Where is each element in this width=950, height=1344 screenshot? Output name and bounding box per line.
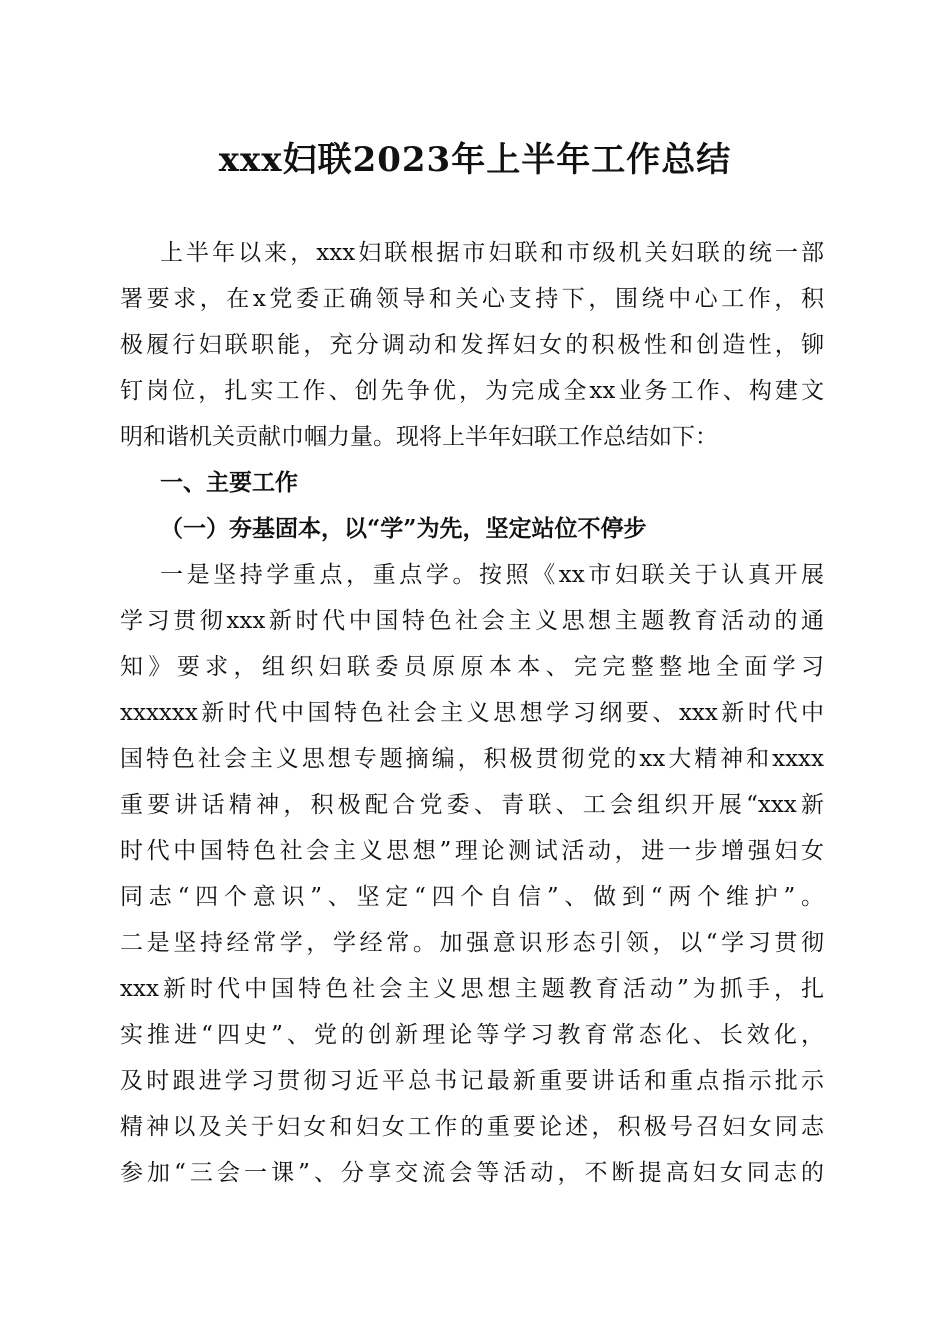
body-line: 学习贯彻xxx新时代中国特色社会主义思想主题教育活动的通	[120, 608, 824, 634]
body-line: 同志“四个意识”、坚定“四个自信”、做到“两个维护”。	[120, 884, 824, 910]
intro-line: 明和谐机关贡献巾帼力量。现将上半年妇联工作总结如下：	[120, 424, 718, 450]
body-line: 知》要求，组织妇联委员原原本本、完完整整地全面学习	[120, 654, 824, 680]
intro-line: 上半年以来，xxx妇联根据市妇联和市级机关妇联的统一部	[160, 240, 824, 266]
subsection-heading: （一）夯基固本，以“学”为先，坚定站位不停步	[160, 515, 647, 542]
body-line: 一是坚持学重点，重点学。按照《xx市妇联关于认真开展	[160, 562, 824, 588]
body-line: xxx新时代中国特色社会主义思想主题教育活动”为抓手，扎	[120, 976, 824, 1002]
body-line: 时代中国特色社会主义思想”理论测试活动，进一步增强妇女	[120, 838, 824, 864]
body-line: 实推进“四史”、党的创新理论等学习教育常态化、长效化，	[120, 1022, 824, 1048]
body-line: 二是坚持经常学，学经常。加强意识形态引领，以“学习贯彻	[120, 930, 824, 956]
document-body	[120, 230, 824, 1196]
intro-line: 钉岗位，扎实工作、创先争优，为完成全xx业务工作、构建文	[120, 378, 824, 404]
section-heading: 一、主要工作	[160, 470, 298, 496]
body-line: 国特色社会主义思想专题摘编，积极贯彻党的xx大精神和xxxx	[120, 746, 824, 772]
body-line: xxxxxx新时代中国特色社会主义思想学习纲要、xxx新时代中	[120, 700, 824, 726]
body-line: 参加“三会一课”、分享交流会等活动，不断提高妇女同志的	[120, 1160, 824, 1186]
body-line: 及时跟进学习贯彻习近平总书记最新重要讲话和重点指示批示	[120, 1068, 824, 1094]
body-line: 重要讲话精神，积极配合党委、青联、工会组织开展“xxx新	[120, 792, 824, 818]
intro-line: 署要求，在x党委正确领导和关心支持下，围绕中心工作，积	[120, 286, 824, 312]
body-line: 精神以及关于妇女和妇女工作的重要论述，积极号召妇女同志	[120, 1114, 824, 1140]
intro-line: 极履行妇联职能，充分调动和发挥妇女的积极性和创造性，铆	[120, 332, 824, 358]
document-title: xxx妇联2023年上半年工作总结	[218, 140, 732, 180]
